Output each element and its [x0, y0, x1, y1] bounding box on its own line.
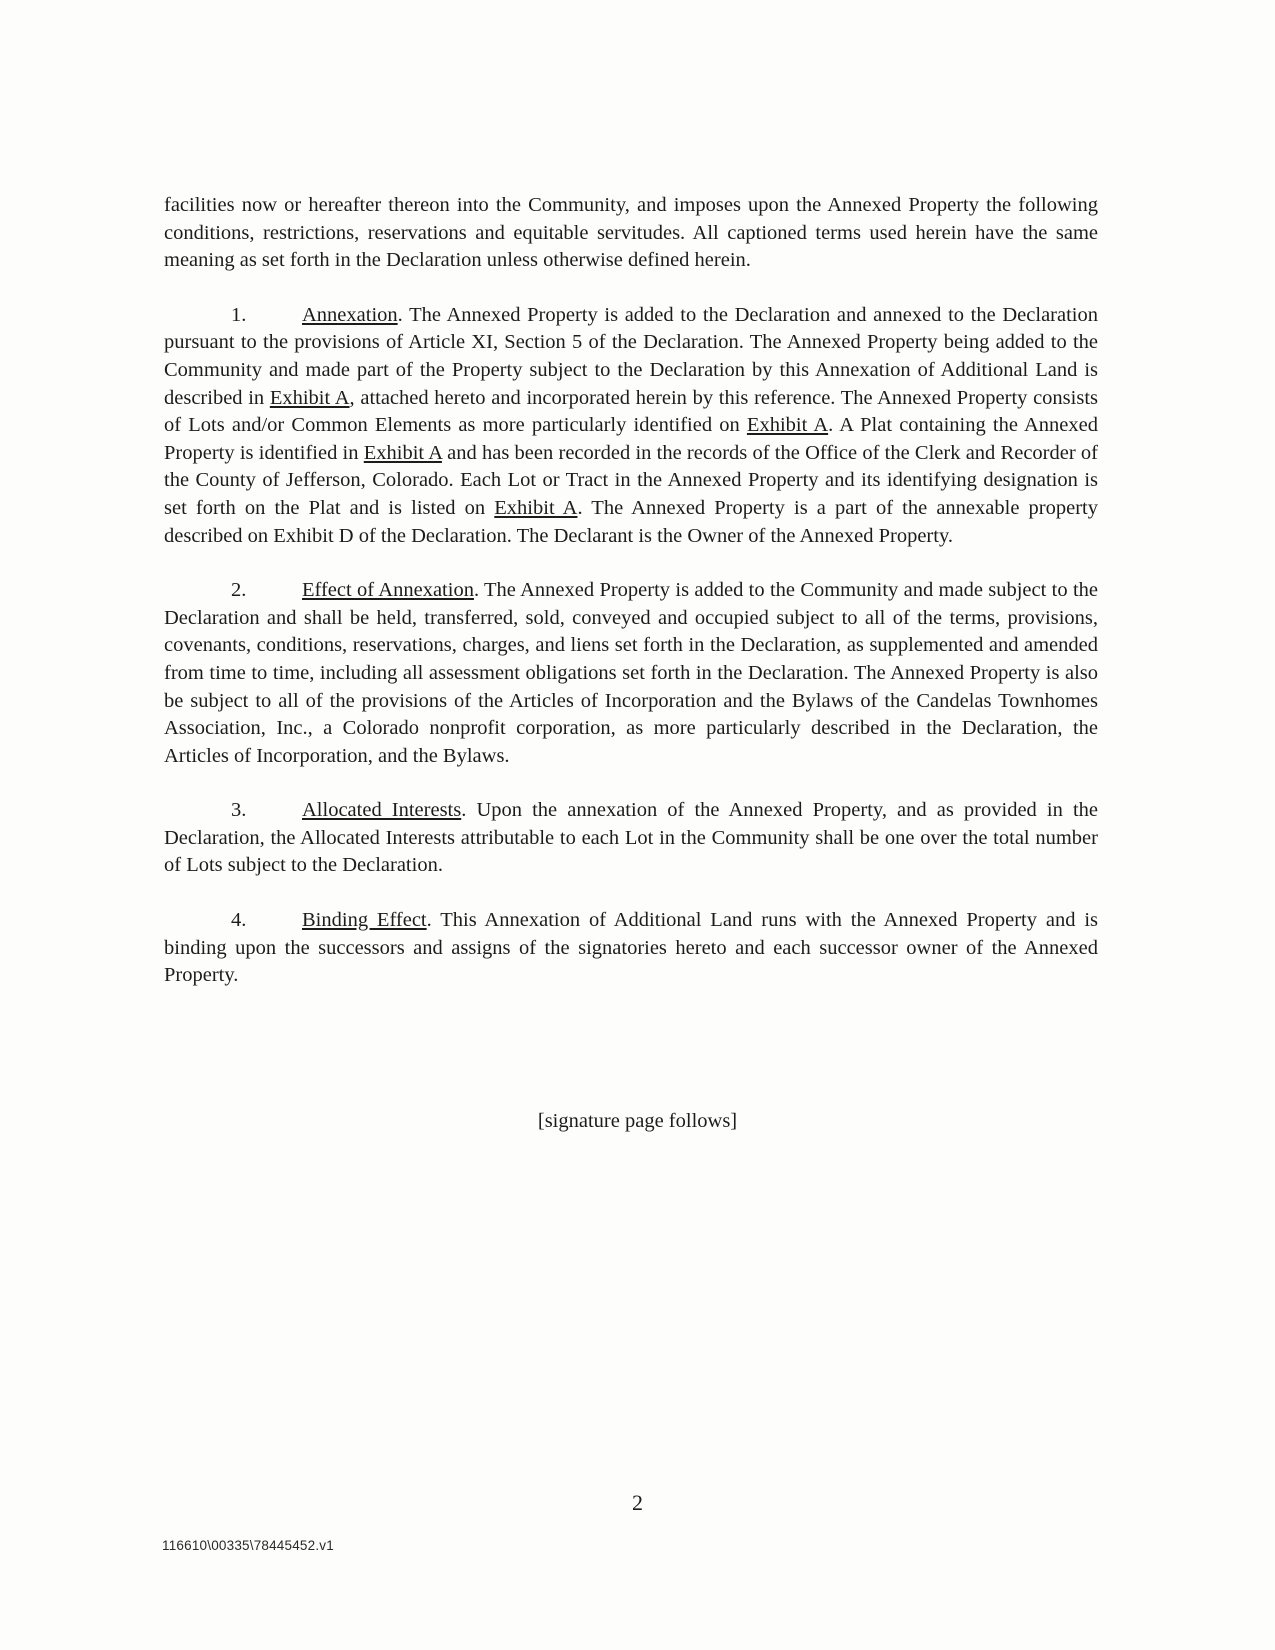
section-number: 4. [231, 909, 247, 932]
section-text: , attached hereto and incorporated herein by this reference. The Annexed Property consists of Lots and/or Common Elements as more particularly identified on [164, 386, 1098, 437]
section-number: 1. [231, 303, 247, 326]
exhibit-reference: Exhibit A [494, 496, 578, 519]
section-text: . This Annexation of Additional Land runs with the Annexed Property and is binding upon the successors and assigns of the signatories hereto and each successor owner of the Annexed Property. [164, 909, 1098, 987]
document-body [164, 192, 1098, 1017]
section-2-effect-of-annexation [164, 577, 1098, 770]
section-text: . The Annexed Property is added to the Declaration and annexed to the Declaration pursuant to the provisions of Article XI, Section 5 of the Declaration. The Annexed Property being added to the Community and made part of the Property subject to the Declaration by this Annexation of Additional Land is described in [164, 303, 1098, 409]
exhibit-reference: Exhibit A [269, 386, 350, 409]
document-id: 116610\00335\78445452.v1 [162, 1538, 334, 1553]
section-1-annexation [164, 302, 1098, 550]
signature-page-note: [signature page follows] [537, 1110, 738, 1132]
intro-paragraph: facilities now or hereafter thereon into the Community, and imposes upon the Annexed Property the following conditions, restrictions, reservations and equitable servitudes. All captioned terms used herein have the same meaning as set forth in the Declaration unless otherwise defined herein. [164, 194, 1098, 272]
section-text: . The Annexed Property is a part of the annexable property described on Exhibit D of the Declaration. The Declarant is the Owner of the Annexed Property. [164, 496, 1098, 547]
section-number: 2. [231, 579, 247, 602]
section-text: . A Plat containing the Annexed Property is identified in [164, 414, 1098, 464]
section-heading: Annexation [302, 303, 398, 326]
section-text: . Upon the annexation of the Annexed Property, and as provided in the Declaration, the Allocated Interests attributable to each Lot in the Community shall be one over the total number of Lots subject to the Declaration. [164, 799, 1098, 877]
section-heading: Effect of Annexation [302, 579, 474, 602]
section-heading: Binding Effect [302, 909, 427, 932]
section-number: 3. [231, 799, 247, 822]
section-text: . The Annexed Property is added to the Community and made subject to the Declaration and shall be held, transferred, sold, conveyed and occupied subject to all of the terms, provisions, covenants, conditions, reservations, charges, and liens set forth in the Declaration, as supplemented and amended from time to time, including all assessment obligations set forth in the Declaration. The Annexed Property is also be subject to all of the provisions of the Articles of Incorporation and the Bylaws of the Candelas Townhomes Association, Inc., a Colorado nonprofit corporation, as more particularly described in the Declaration, the Articles of Incorporation, and the Bylaws. [164, 579, 1098, 767]
section-3-allocated-interests [164, 797, 1098, 880]
section-4-binding-effect [164, 907, 1098, 990]
section-text: and has been recorded in the records of the Office of the Clerk and Recorder of the County of Jefferson, Colorado. Each Lot or Tract in the Annexed Property and its identifying designation is set forth on the Plat and is listed on [164, 441, 1098, 519]
page-number: 2 [632, 1490, 643, 1515]
exhibit-reference: Exhibit A [363, 441, 442, 464]
exhibit-reference: Exhibit A [746, 414, 829, 437]
section-heading: Allocated Interests [302, 799, 462, 822]
